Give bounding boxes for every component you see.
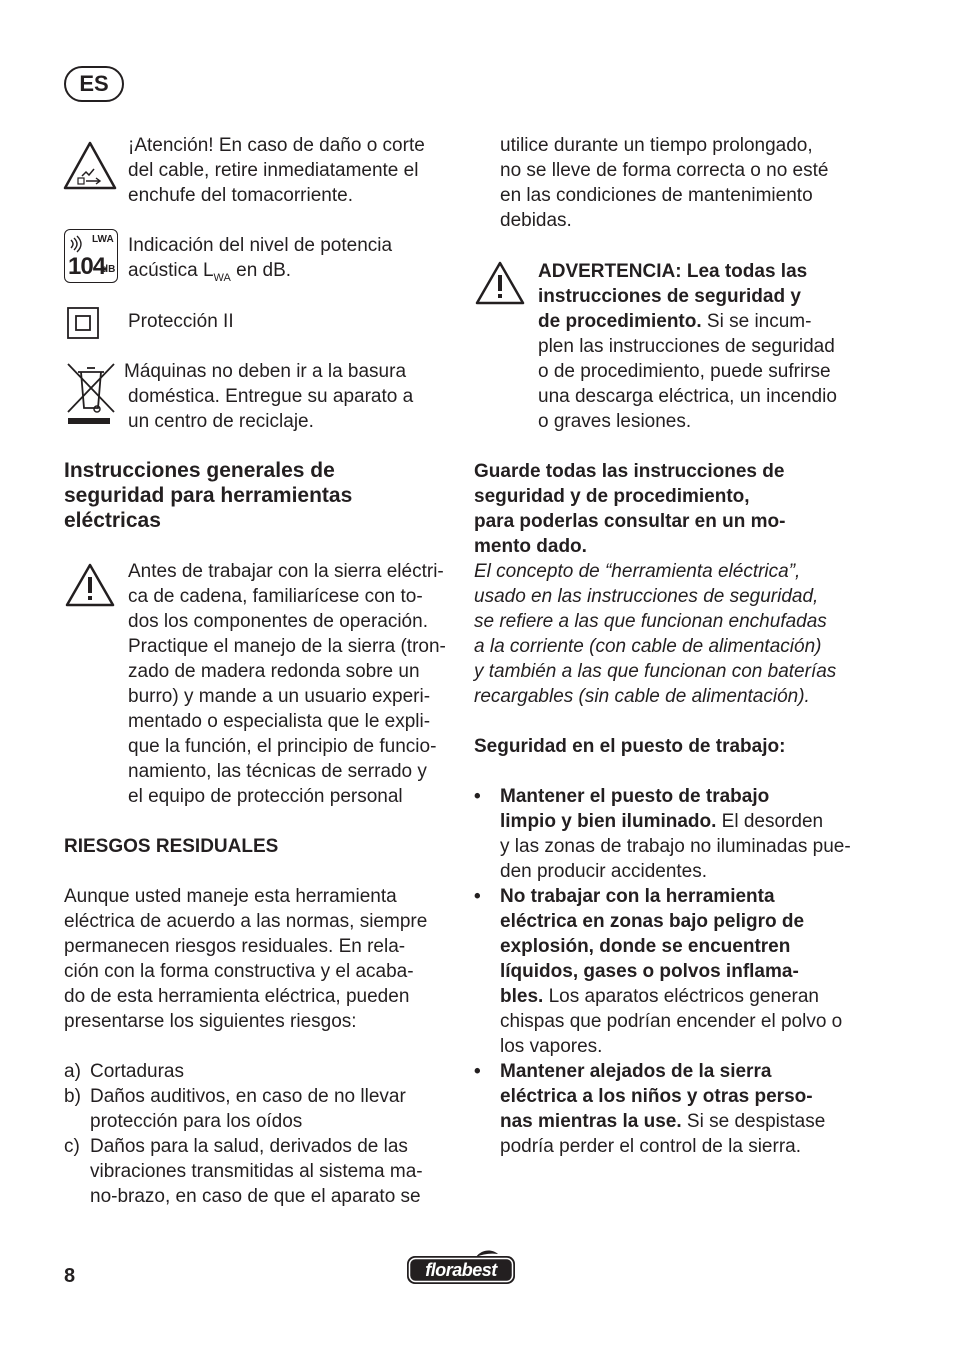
florabest-logo (406, 1250, 516, 1286)
cable-damage-warning-icon (63, 140, 117, 192)
residual-risks-intro: Aunque usted maneje esta herramienta eléctrica de acuerdo a las normas, siempre permanecen riesgos residuales. En rela- ción con la forma constructiva y el acaba- do de esta herramienta eléctrica, pueden presentarse los siguientes riesgos: (64, 886, 428, 1032)
warning-triangle-icon (474, 260, 526, 306)
sound-power-icon (64, 229, 118, 283)
sound-unit: dB (102, 264, 116, 275)
risk-item-a: a) Cortaduras (64, 1061, 184, 1082)
protection-class-ii-icon (67, 307, 99, 339)
risk-list (64, 1059, 464, 1209)
sound-value: 104 (68, 253, 106, 280)
language-badge: ES (64, 66, 124, 102)
bullet-item-explosive-areas: • No trabajar con la herramienta eléctrica en zonas bajo peligro de explosión, donde se encuentren líquidos, gases o polvos inflama- bles. Los aparatos eléctricos generan chispas que podrían encender el polvo o los vapores. (474, 886, 843, 1057)
crossed-bin-icon (64, 362, 120, 430)
general-safety-heading: Instrucciones generales de seguridad para herramientas eléctricas (64, 459, 353, 532)
page-number: 8 (64, 1265, 76, 1287)
logo-wordmark: florabest (425, 1260, 497, 1280)
workplace-bullet-list (474, 784, 874, 1159)
risk-item-c: c) Daños para la salud, derivados de las vibraciones transmitidas al sistema ma- no-brazo, en caso de que el aparato se (64, 1136, 423, 1207)
lwa-label: LWA (92, 234, 114, 245)
weee-text: Máquinas no deben ir a la basura doméstica. Entregue su aparato a un centro de reciclaje. (124, 361, 414, 432)
noise-level-text: Indicación del nivel de potencia acústica $L_{WA}$ en dB. (128, 235, 393, 284)
workplace-safety-heading: Seguridad en el puesto de trabajo: (474, 736, 786, 757)
cable-warning-text: ¡Atención! En caso de daño o corte del cable, retire inmediatamente el enchufe del tomacorriente. (128, 135, 425, 206)
risk-continuation-text: utilice durante un tiempo prolongado, no se lleve de forma correcta o no esté en las condiciones de mantenimiento debidas. (500, 135, 829, 231)
read-instructions-warning: ADVERTENCIA: Lea todas las instrucciones de seguridad y de procedimiento. Si se incum- plen las instrucciones de seguridad o de procedimiento, puede sufrirse una descarga eléctrica, un incendio o graves lesiones. (538, 261, 837, 432)
risk-item-b: b) Daños auditivos, en caso de no llevar protección para los oídos (64, 1086, 406, 1132)
bullet-item-clean-workplace: • Mantener el puesto de trabajo limpio y bien iluminado. El desorden y las zonas de trabajo no iluminadas pue- den producir accidentes. (474, 786, 851, 882)
keep-instructions-text: Guarde todas las instrucciones de seguridad y de procedimiento, para poderlas consultar en un mo- mento dado. El concepto de “herramienta eléctrica”, usado en las instrucciones de seguridad, se refiere a las que funcionan enchufadas a la corriente (con cable de alimentación) y también a las que funcionan con baterías recargables (sin cable de alimentación). (474, 461, 837, 707)
residual-risks-heading: RIESGOS RESIDUALES (64, 836, 279, 857)
bullet-item-children-away: • Mantener alejados de la sierra eléctrica a los niños y otras perso- nas mientras la use. Si se despistase podría perder el control de la sierra. (474, 1061, 826, 1157)
protection-text: Protección II (128, 311, 234, 332)
chainsaw-intro-text: Antes de trabajar con la sierra eléctri- ca de cadena, familiarícese con to- dos los componentes de operación. Practique el manejo de la sierra (tron- zado de madera redonda sobre un burro) y mande a un usuario experi- mentado o especialista que le expli- que la función, el principio de funcio- namiento, las técnicas de serrado y el equipo de protección personal (128, 561, 446, 807)
warning-triangle-icon (64, 562, 116, 608)
sound-waves-icon (68, 234, 86, 254)
